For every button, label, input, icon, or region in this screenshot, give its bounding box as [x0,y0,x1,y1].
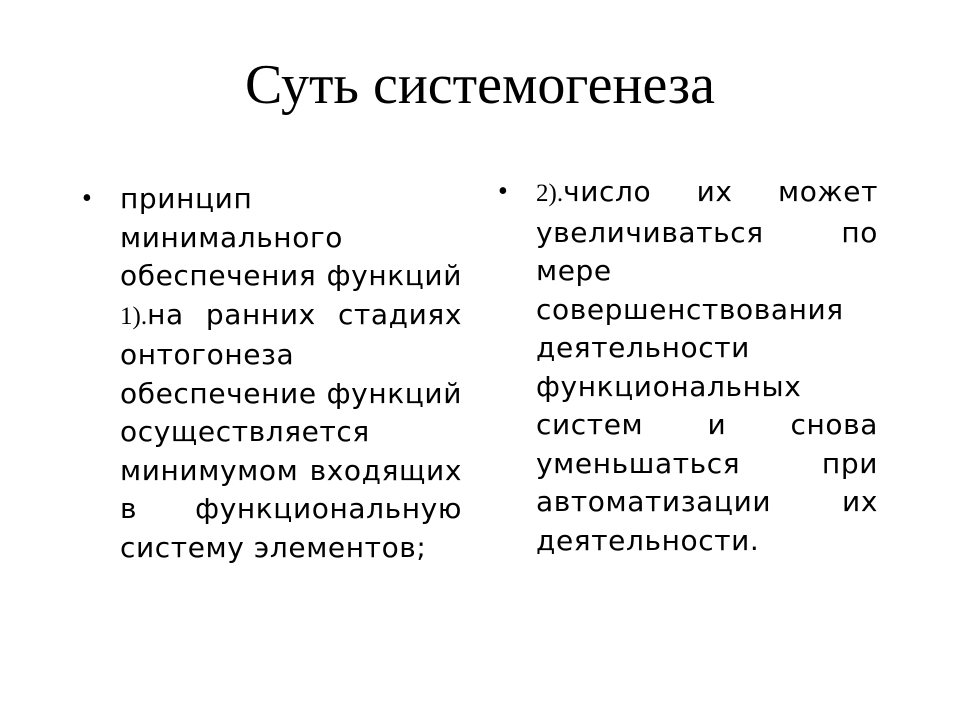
left-bullet-number: 1). [120,302,148,330]
right-bullet-number: 2). [536,180,564,207]
slide-title: Суть системогенеза [245,54,715,116]
right-bullet-text: число их может увеличиваться по мере совершенствования деятельности функциональных систем и снова уменьшаться при автоматизации их деятельности. [536,175,878,557]
right-bullet-item [498,173,878,560]
bullet-marker: • [498,176,509,207]
left-bullet-item [82,180,462,567]
left-bullet-text-end: на ранних стадиях онтогонеза обеспечение функций осуществляется минимумом входящих в функциональную систему элементов; [120,297,462,564]
left-bullet-text-start: принцип минимального обеспечения функций [120,182,462,292]
bullet-marker: • [82,183,93,214]
